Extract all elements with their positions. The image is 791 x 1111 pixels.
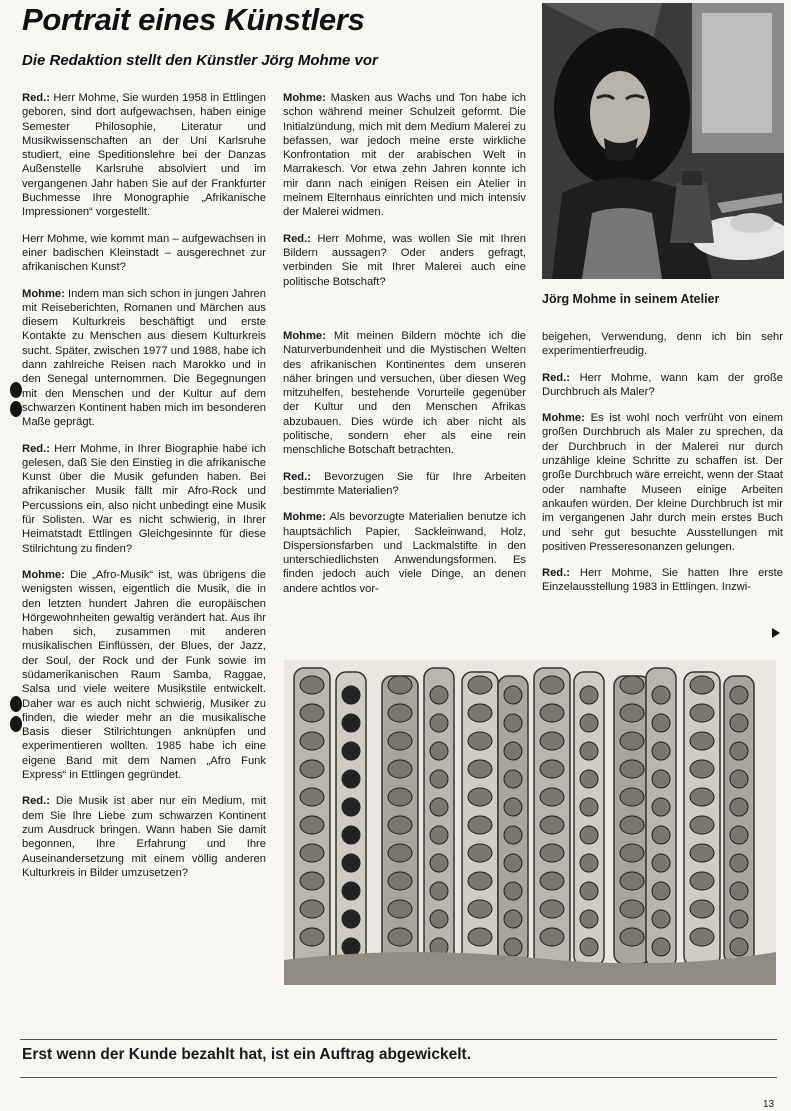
painting-pattern [690,760,714,778]
speaker-label: Mohme: [283,92,326,104]
painting-pattern [730,882,748,900]
painting-pattern [468,872,492,890]
painting-pattern [652,798,670,816]
painting-pattern [540,872,564,890]
painting-pattern [430,770,448,788]
paragraph-text: beigehen, Verwendung, denn ich bin sehr experimentierfreudig. [542,331,783,358]
article-column-3 [542,330,783,607]
painting-pattern [730,742,748,760]
painting-pattern [342,854,360,872]
painting-pattern [468,676,492,694]
paragraph-text: Die Musik ist aber nur ein Medium, mit dem Sie Ihre Liebe zum schwarzen Kontinent zum Ausdruck bringen. Wann haben Sie damit begonnen, Ihre Erfahrung und Ihre Auseinandersetzung mit einem völlig anderen Kulturkreis in Bilder umzusetzen? [22,795,266,879]
painting-pattern [730,854,748,872]
article-column-2-bottom [283,329,526,608]
painting-pattern [540,788,564,806]
painting-pattern [730,798,748,816]
painting-pattern [620,732,644,750]
painting-pattern [468,900,492,918]
painting-pattern [620,928,644,946]
paragraph [22,287,266,430]
painting-pattern [342,938,360,956]
painting-pattern [342,798,360,816]
paragraph [542,330,783,359]
paragraph [542,566,783,595]
speaker-label: Red.: [283,470,311,483]
painting-pattern [342,910,360,928]
artist-photo-illustration [542,3,784,279]
painting-pattern [300,760,324,778]
paragraph-text: Herr Mohme, Sie wurden 1958 in Ettlingen geboren, sind dort aufgewachsen, haben einige Semester Philosophie, Literatur und Musikwissenschaften an der Uni Karlsruhe studiert, eine Speditionslehre bei der Danzas Außenstelle Karlsruhe absolviert und im vergangenen Jahr haben Sie auf der Frankfurter Buchmesse Ihre Monographie „Afrikanische Impressionen“ vorgestellt. [22,92,266,219]
painting-pattern [580,714,598,732]
painting-pattern [580,910,598,928]
painting-pattern [388,760,412,778]
painting-pattern [504,798,522,816]
painting-pattern [540,732,564,750]
painting-pattern [690,844,714,862]
painting-pattern [300,788,324,806]
painting-pattern [652,770,670,788]
painting-pattern [580,770,598,788]
painting-pattern [468,816,492,834]
footer-rule-top [20,1039,777,1040]
paragraph [22,232,266,275]
binder-hole [10,382,22,398]
painting-pattern [730,826,748,844]
painting-pattern [300,816,324,834]
painting-pattern [620,816,644,834]
painting-pattern [388,872,412,890]
painting-pattern [652,854,670,872]
painting-pattern [580,854,598,872]
painting-pattern [468,928,492,946]
paragraph [22,91,266,220]
speaker-label: Red.: [542,371,570,384]
page-title: Portrait eines Künstlers [22,2,365,37]
painting-pattern [468,704,492,722]
painting-pattern [300,928,324,946]
paragraph [283,510,526,596]
painting-pattern [540,676,564,694]
painting-pattern [580,938,598,956]
paragraph-text: Masken aus Wachs und Ton habe ich schon während meiner Schulzeit geformt. Die Initialzündung, mich mit dem Medium Malerei zu befassen, war jedoch meine erste wirkliche Konfrontation mit der arabischen Welt in Marrakesch. Vor etwa zehn Jahren konnte ich mir dann nach einigen Reisen ein Atelier in meinem Elternhaus einrichten und mich intensiv der Malerei widmen. [283,92,526,219]
painting-pattern [504,910,522,928]
painting-pattern [620,676,644,694]
painting-pattern [388,816,412,834]
painting-pattern [690,732,714,750]
painting-pattern [388,900,412,918]
painting-pattern [652,910,670,928]
painting-pattern [342,826,360,844]
painting-pattern [580,798,598,816]
paragraph [283,91,526,220]
paragraph-text: Herr Mohme, wie kommt man – aufgewachsen in einer badischen Kleinstadt – ausgerechnet zur afrikanischen Kunst? [22,232,266,274]
painting-pattern [690,676,714,694]
painting-pattern [690,872,714,890]
painting-pattern [388,676,412,694]
paragraph [283,232,526,289]
painting-pattern [300,732,324,750]
speaker-label: Red.: [22,92,50,104]
painting-pattern [430,742,448,760]
painting-pattern [430,910,448,928]
painting-pattern [730,770,748,788]
painting-pattern [504,854,522,872]
paragraph [22,568,266,782]
speaker-label: Mohme: [22,568,65,581]
paragraph [283,329,526,458]
article-column-1 [22,91,266,892]
painting-pattern [300,676,324,694]
painting-pattern [690,704,714,722]
painting-pattern [540,844,564,862]
speaker-label: Red.: [542,567,570,580]
painting-pattern [540,928,564,946]
paragraph-text: Die „Afro-Musik“ ist, was übrigens die wenigsten wissen, eigentlich die Musik, die in den letzten hundert Jahren die europäischen Hörgewohnheiten gewaltig verändert hat. Aus ihr haben sich, zusammen mit anderen musikalischen Einflüssen, der Blues, der Jazz, der Soul, der Rock und der Funk sowie im südamerikanischen Raum Samba, Raggae, Salsa und viele weitere Musikstile entwickelt. Daher war es auch nicht schwierig, Musiker zu finden, die wieder mehr an die musikalische Basis dieser Stilrichtungen anknüpfen und experimentieren wollten. 1985 habe ich eine eigene Band mit dem Namen „Afro Funk Express“ in Ettlingen gegründet. [22,568,266,782]
painting-pattern [388,704,412,722]
painting-pattern [652,686,670,704]
paragraph-text: Es ist wohl noch verfrüht von einem großen Durchbruch als Maler zu sprechen, da der Durchbruch in der Malerei nur durch unzählige kleine Schritte zu schaffen ist. Der große Durchbruch wäre erreicht, wenn der Staat oder namhafte Museen einige Arbeiten ankaufen würden. Der kleine Durchbruch ist mir im vergangenen Jahr durch mein erstes Buch und sehr gut besuchte Ausstellungen mit positiven Presseresonanzen gelungen. [542,412,783,553]
painting-pattern [620,760,644,778]
article-column-2-top [283,91,526,301]
painting-pattern [300,872,324,890]
painting-pattern [690,816,714,834]
speaker-label: Mohme: [283,511,326,524]
paragraph [542,411,783,554]
painting-svg [284,660,776,985]
paragraph [22,442,266,556]
painting-pattern [504,714,522,732]
binder-hole [10,401,22,417]
painting-pattern [730,686,748,704]
painting-pattern [652,882,670,900]
painting-pattern [690,928,714,946]
speaker-label: Red.: [22,795,50,808]
painting-pattern [690,788,714,806]
painting-pattern [468,732,492,750]
painting-pattern [580,686,598,704]
paragraph-text: Als bevorzugte Materialien benutze ich hauptsächlich Papier, Sackleinwand, Holz, Dispersionsfarben und Lackmalstifte in den unterschiedlichsten Anwendungsformen. Es finden jedoch auch viele Dinge, an denen andere achtlos vor- [283,511,526,595]
painting-pattern [580,742,598,760]
painting-pattern [504,742,522,760]
painting-pattern [468,760,492,778]
painting-pattern [468,788,492,806]
page-number: 13 [763,1099,775,1110]
painting-pattern [430,686,448,704]
painting-pattern [300,844,324,862]
painting-pattern [652,826,670,844]
painting-pattern [430,798,448,816]
artist-photo [542,3,784,279]
painting-pattern [342,714,360,732]
painting-pattern [342,770,360,788]
footer-slogan: Erst wenn der Kunde bezahlt hat, ist ein Auftrag abgewickelt. [22,1046,472,1063]
paragraph-text: Herr Mohme, Sie hatten Ihre erste Einzelausstellung 1983 in Ettlingen. Inzwi- [542,567,783,594]
paragraph-text: Indem man sich schon in jungen Jahren mit Reiseberichten, Romanen und Märchen aus diesem Kulturkreis beschäftigt und erste Kontakte zu Menschen aus diesem Kulturkreis sucht. Später, zwischen 1977 und 1988, habe ich dann zahlreiche Reisen nach Marokko und in den Senegal unternommen. Die Begegnungen mit den Menschen und der Kultur auf dem schwarzen Kontinent haben mich im besonderen Maße geprägt. [22,287,266,429]
painting-pattern [504,938,522,956]
painting-pattern [430,854,448,872]
painting-pattern [652,742,670,760]
painting-pattern [300,900,324,918]
paragraph-text: Bevorzugen Sie für Ihre Arbeiten bestimmte Materialien? [283,470,526,497]
painting-pattern [300,704,324,722]
painting-pattern [620,704,644,722]
speaker-label: Mohme: [542,412,585,425]
painting-pattern [690,900,714,918]
speaker-label: Red.: [283,232,311,245]
paragraph-text: Herr Mohme, wann kam der große Durchbruch als Maler? [542,371,783,398]
speaker-label: Red.: [22,442,50,455]
painting-pattern [620,788,644,806]
speaker-label: Mohme: [283,330,326,342]
binder-hole [10,696,22,712]
painting-pattern [652,938,670,956]
footer-rule-bottom [20,1077,777,1078]
painting-pattern [620,844,644,862]
painting-pattern [504,882,522,900]
painting-pattern [468,844,492,862]
painting-pattern [388,732,412,750]
painting-pattern [388,788,412,806]
painting-pattern [504,826,522,844]
photo-caption: Jörg Mohme in seinem Atelier [542,292,720,306]
painting-pattern [620,872,644,890]
page-subtitle: Die Redaktion stellt den Künstler Jörg Mohme vor [22,52,378,69]
binder-hole [10,716,22,732]
painting-pattern [540,760,564,778]
painting-pattern [504,686,522,704]
painting-pattern [430,882,448,900]
painting-pattern [504,770,522,788]
painting-pattern [540,816,564,834]
painting-pattern [540,704,564,722]
painting-pattern [388,928,412,946]
speaker-label: Mohme: [22,287,65,300]
painting-pattern [388,844,412,862]
painting-pattern [342,686,360,704]
paragraph-text: Mit meinen Bildern möchte ich die Naturverbundenheit und die Mystischen Welten des afrikanischen Kontinentes dem unseren näher bringen und versuchen, über diesen Weg mitzuhelfen, bestehende Vorurteile gegenüber der Kultur und den Menschen Afrikas abzubauen. Dies würde ich aber nicht als politische, sondern eher als eine rein menschliche Botschaft betrachten. [283,330,526,457]
painting-pattern [620,900,644,918]
paragraph [22,794,266,880]
paragraph [283,470,526,499]
paragraph-text: Herr Mohme, was wollen Sie mit Ihren Bildern aussagen? Oder anders gefragt, verbinden Sie mit Ihrer Malerei auch eine politische Botschaft? [283,232,526,288]
painting-pattern [342,742,360,760]
painting-pattern [730,938,748,956]
painting-pattern [580,882,598,900]
paragraph-text: Herr Mohme, in Ihrer Biographie habe ich gelesen, daß Sie den Einstieg in die afrikanische Kunst über die Musik gefunden haben. Bei afrikanischer Musik fällt mir Afro-Rock und Percussions ein, also nicht unbedingt eine Musik für Solisten. War es nicht schwierig, in Ihrer Heimatstadt Ettlingen Gleichgesinnte für diese Stilrichtung zu finden? [22,442,266,555]
painting-pattern [730,714,748,732]
painting-pattern [342,882,360,900]
paragraph [542,371,783,400]
painting-pattern [730,910,748,928]
painting-pattern [580,826,598,844]
painting-illustration [284,660,776,985]
painting-pattern [430,714,448,732]
painting-pattern [430,826,448,844]
arrow-right-icon [772,628,780,638]
painting-pattern [540,900,564,918]
painting-pattern [652,714,670,732]
